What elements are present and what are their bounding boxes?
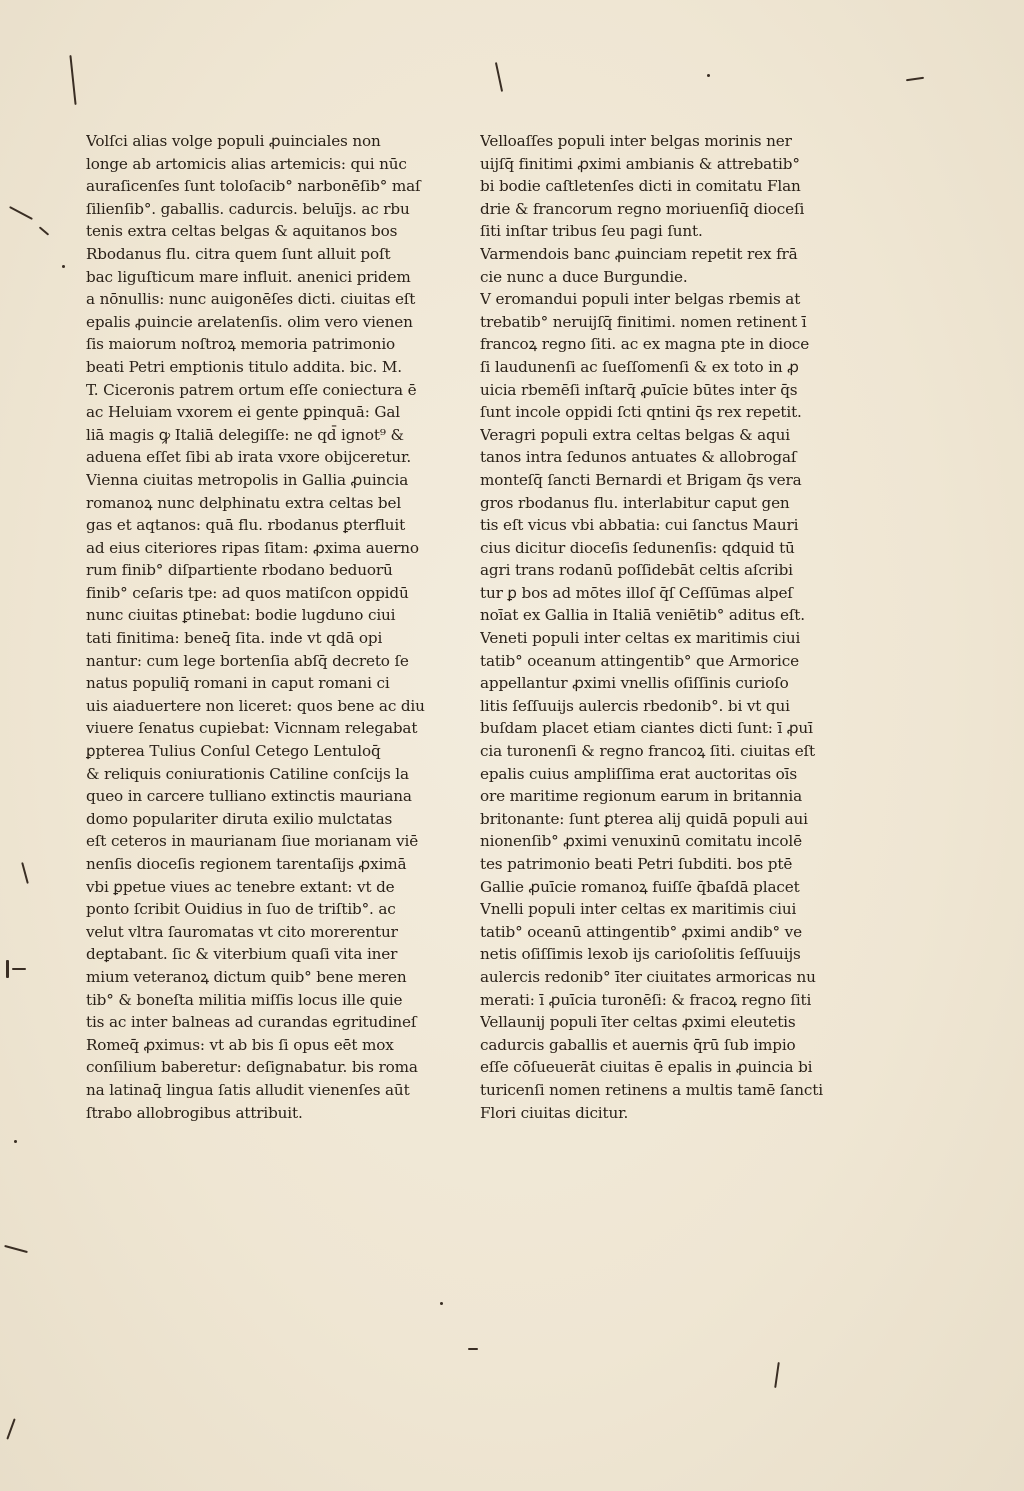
text-line: ſilienſib°. gaballis. cadurcis. beluījs. ac rbu xyxy=(86,199,410,218)
margin-mark xyxy=(774,1362,780,1388)
text-line: cia turonenſi & regno francoꝝ ſiti. ciuitas eſt xyxy=(480,742,815,761)
text-line: ſtrabo allobrogibus attribuit. xyxy=(86,1103,303,1122)
text-line: ſis maiorum noſtroꝝ memoria patrimonio xyxy=(86,335,396,354)
text-column-right xyxy=(480,130,825,1124)
text-line: deꝑtabant. ſic & viterbium quaſi vita iner xyxy=(86,945,398,964)
text-line: ponto ſcribit Ouidius in ſuo de triſtib°. ac xyxy=(86,900,396,919)
text-line: Romeq̄ ꝓximus: vt ab bis ſi opus eēt mox xyxy=(86,1035,394,1054)
margin-mark xyxy=(12,968,26,970)
text-line: ꝑpterea Tulius Conſul Cetego Lentuloq̄ xyxy=(86,742,381,761)
text-line: ſi laudunenſi ac ſueſſomenſi & ex toto in ꝓ xyxy=(480,357,799,376)
text-line: velut vltra ſauromatas vt cito morerentur xyxy=(86,922,398,941)
text-line: nionenſib° ꝓximi venuxinū comitatu incolē xyxy=(480,832,802,851)
margin-mark xyxy=(62,265,65,268)
text-line: beati Petri emptionis titulo addita. bic. M. xyxy=(86,357,402,376)
text-line: trebatib° neruijſq̄ finitimi. nomen retinent ī xyxy=(480,312,807,331)
text-line: ſiti inſtar tribus ſeu pagi ſunt. xyxy=(480,222,703,241)
text-line: uicia rbemēſi inſtarq̄ ꝓuīcie būtes inter q̄s xyxy=(480,380,798,399)
text-line: vbi ꝑpetue viues ac tenebre extant: vt de xyxy=(86,877,395,896)
text-line: cadurcis gaballis et auernis q̄rū ſub impio xyxy=(480,1035,796,1054)
text-line: epalis cuius ampliſſima erat auctoritas oīs xyxy=(480,764,797,783)
text-line: finib° ceſaris tpe: ad quos matiſcon oppidū xyxy=(86,583,409,602)
margin-mark xyxy=(69,55,76,105)
text-line: romanoꝝ nunc delphinatu extra celtas bel xyxy=(86,493,402,512)
margin-mark xyxy=(495,62,503,92)
text-line: Veragri populi extra celtas belgas & aqui xyxy=(480,425,790,444)
text-line: Veneti populi inter celtas ex maritimis ciui xyxy=(480,629,801,648)
text-line: uijſq̄ finitimi ꝓximi ambianis & attrebatib° xyxy=(480,154,800,173)
text-line: a nōnullis: nunc auigonēſes dicti. ciuitas eſt xyxy=(86,290,416,309)
text-line: eſſe cōſueuerāt ciuitas ē epalis in ꝓuincia bi xyxy=(480,1058,813,1077)
text-line: Volſci alias volge populi ꝓuinciales non xyxy=(86,132,381,150)
text-line: tur ꝑ bos ad mōtes illoſ q̄ſ Ceſſūmas alpeſ xyxy=(480,583,793,602)
text-line: nantur: cum lege bortenſia abſq̄ decreto ſe xyxy=(86,651,409,670)
text-line: cie nunc a duce Burgundie. xyxy=(480,267,688,286)
text-line: T. Ciceronis patrem ortum eſſe coniectura ē xyxy=(86,380,417,399)
text-line: tes patrimonio beati Petri ſubditi. bos ptē xyxy=(480,855,793,873)
text-line: bac liguſticum mare influit. anenici pridem xyxy=(86,267,411,286)
text-line: ac Heluiam vxorem ei gente ꝑpinquā: Gal xyxy=(86,403,400,422)
text-line: Vnelli populi inter celtas ex maritimis ciui xyxy=(480,900,797,919)
text-line: tis eſt vicus vbi abbatia: cui ſanctus Mauri xyxy=(480,516,799,535)
text-line: francoꝝ regno ſiti. ac ex magna pte in dioce xyxy=(480,335,810,354)
margin-mark xyxy=(14,1140,17,1143)
text-line: natus populiq̄ romani in caput romani ci xyxy=(86,674,390,693)
text-line: cius dicitur dioceſis ſedunenſis: qdquid tū xyxy=(480,538,795,557)
text-line: rum finib° diſpartiente rbodano beduorū xyxy=(86,561,393,580)
margin-mark xyxy=(468,1348,478,1350)
text-line: noīat ex Gallia in Italiā veniētib° aditus eſt. xyxy=(480,606,805,625)
text-line: liā magis ꝙ Italiā delegiſſe: ne qd̄ ignot⁹ & xyxy=(86,425,404,444)
margin-mark xyxy=(9,206,33,220)
text-line: Flori ciuitas dicitur. xyxy=(480,1103,629,1122)
text-line: ſunt incole oppidi ſcti qntini q̄s rex repetit. xyxy=(480,403,802,422)
margin-mark xyxy=(707,74,710,77)
text-line: Rbodanus flu. citra quem ſunt alluit poſt xyxy=(86,244,391,263)
text-line: Vienna ciuitas metropolis in Gallia ꝓuincia xyxy=(86,470,409,489)
text-line: bi bodie caſtletenſes dicti in comitatu Flan xyxy=(480,177,801,196)
text-line: tis ac inter balneas ad curandas egritudineſ xyxy=(86,1013,417,1032)
text-line: britonante: ſunt ꝑterea alij quidā populi aui xyxy=(480,809,808,828)
margin-mark xyxy=(39,226,49,235)
text-line: buſdam placet etiam ciantes dicti ſunt: ī ꝓuī xyxy=(480,719,813,738)
text-line: tenis extra celtas belgas & aquitanos bos xyxy=(86,222,398,241)
text-column-left xyxy=(86,130,426,1124)
text-line: netis oſiſſimis lexob ijs carioſolitis ſeſſuuijs xyxy=(480,945,801,964)
text-line: drie & francorum regno moriuenſiq̄ dioceſi xyxy=(480,199,805,218)
text-line: gros rbodanus flu. interlabitur caput gen xyxy=(480,493,790,512)
margin-mark xyxy=(440,1302,443,1305)
margin-mark xyxy=(6,960,9,978)
text-line: aulercis redonib° īter ciuitates armoricas nu xyxy=(480,967,816,986)
text-line: epalis ꝓuincie arelatenſis. olim vero vienen xyxy=(86,312,413,331)
text-line: conſilium baberetur: deſignabatur. bis roma xyxy=(86,1058,418,1077)
text-line: litis ſeſſuuijs aulercis rbedonib°. bi vt qui xyxy=(480,696,790,715)
text-line: ad eius citeriores ripas ſitam: ꝓxima auerno xyxy=(86,538,419,557)
text-line: tatib° oceanū attingentib° ꝓximi andib° ve xyxy=(480,922,802,941)
text-line: na latinaq̄ lingua ſatis alludit vienenſes aūt xyxy=(86,1080,410,1099)
text-line: tanos intra ſedunos antuates & allobrogaſ xyxy=(480,448,797,467)
text-line: appellantur ꝓximi vnellis oſiſſinis curioſo xyxy=(480,674,789,693)
text-line: turicenſi nomen retinens a multis tamē ſancti xyxy=(480,1080,823,1099)
text-line: gas et aqtanos: quā flu. rbodanus ꝑterfluit xyxy=(86,516,406,535)
text-line: Varmendois banc ꝓuinciam repetit rex frā xyxy=(480,244,798,263)
text-line: auraſicenſes ſunt tolоſacib° narbonēſib° maſ xyxy=(86,177,421,196)
text-line: eſt ceteros in maurianam ſiue morianam viē xyxy=(86,832,419,851)
text-line: queo in carcere tulliano extinctis mauriana xyxy=(86,787,412,806)
margin-mark xyxy=(906,77,924,81)
text-line: nunc ciuitas ꝑtinebat: bodie lugduno ciui xyxy=(86,606,396,625)
text-line: tatib° oceanum attingentib° que Armorice xyxy=(480,651,799,670)
text-line: monteſq̄ ſancti Bernardi et Brigam q̄s vera xyxy=(480,470,802,489)
text-line: Vellaunij populi īter celtas ꝓximi eleutetis xyxy=(480,1013,796,1032)
text-line: merati: ī ꝓuīcia turonēſi: & fracoꝝ regno ſiti xyxy=(480,990,812,1009)
text-line: domo populariter diruta exilio mulctatas xyxy=(86,809,393,828)
margin-mark xyxy=(4,1245,28,1253)
text-line: viuere ſenatus cupiebat: Vicnnam relegabat xyxy=(86,719,418,738)
text-line: tib° & boneſta militia miſſis locus ille quie xyxy=(86,990,403,1009)
text-line: mium veteranoꝝ dictum quib° bene meren xyxy=(86,967,407,986)
text-line: ore maritime regionum earum in britannia xyxy=(480,787,802,806)
text-line: uis aiaduertere non liceret: quos bene ac diu xyxy=(86,696,425,715)
text-line: nenſis dioceſis regionem tarentaſijs ꝓximā xyxy=(86,855,407,873)
margin-mark xyxy=(6,1418,15,1439)
text-line: aduena eſſet ſibi ab irata vxore obijceretur. xyxy=(86,448,412,467)
text-line: longe ab artomicis alias artemicis: qui nūc xyxy=(86,154,407,173)
margin-mark xyxy=(21,862,29,884)
text-line: Velloaſſes populi inter belgas morinis ner xyxy=(480,132,792,150)
text-line: agri trans rodanū poſſidebāt celtis aſcribi xyxy=(480,561,793,580)
text-line: & reliquis coniurationis Catiline conſcijs la xyxy=(86,764,409,783)
text-line: tati finitima: beneq̄ ſita. inde vt qdā opi xyxy=(86,629,383,648)
text-line: Gallie ꝓuīcie romanoꝝ fuiſſe q̄baſdā placet xyxy=(480,877,800,896)
text-line: V eromandui populi inter belgas rbemis at xyxy=(480,290,801,309)
